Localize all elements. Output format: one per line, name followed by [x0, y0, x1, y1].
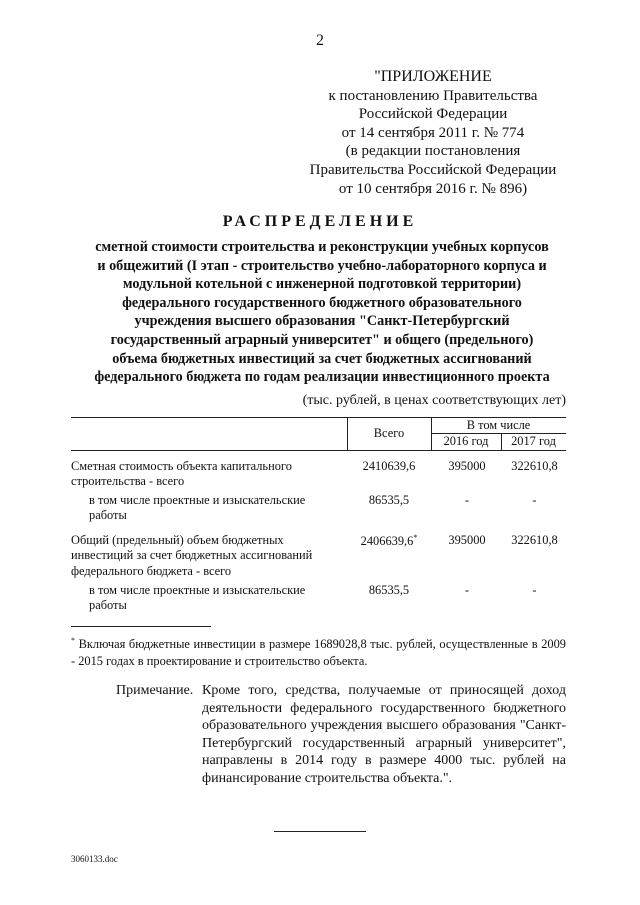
- row-label-line: Сметная стоимость объекта капитального: [71, 459, 292, 473]
- appendix-line: Правительства Российской Федерации: [309, 161, 557, 178]
- appendix-header: [300, 68, 566, 198]
- appendix-line: (в редакции постановления: [345, 143, 521, 160]
- footnote-text: Включая бюджетные инвестиции в размере 1689028,8 тыс. рублей, осуществленные в 2009 - 2015 годах в проектирование и строительство объекта.: [71, 637, 566, 669]
- appendix-line: Российской Федерации: [358, 106, 508, 123]
- appendix-line: к постановлению Правительства: [328, 87, 538, 104]
- appendix-line: "ПРИЛОЖЕНИЕ: [374, 68, 492, 85]
- budget-table: [71, 417, 566, 613]
- footnote: [71, 632, 566, 670]
- note-label: Примечание.: [116, 683, 194, 698]
- note-text: Кроме того, средства, получаемые от приносящей доход деятельности федерального государственного бюджетного образовательного учреждения высшего образования "Санкт-Петербургский государственный аграрный университет", направлены в 2014 году в размере 4000 тыс. рублей на финансирование строительства объекта.".: [202, 683, 566, 786]
- document-title: РАСПРЕДЕЛЕНИЕ: [222, 213, 418, 230]
- row-label-line: работы: [89, 508, 127, 523]
- row-label-line: строительства - всего: [71, 474, 185, 489]
- cell-total: 86535,5: [368, 493, 410, 507]
- row-label-line: федерального бюджета - всего: [71, 563, 232, 578]
- units-note: (тыс. рублей, в ценах соответствующих лет): [302, 393, 566, 408]
- row-label: [71, 533, 336, 579]
- document-subtitle: [72, 238, 572, 387]
- subtitle-line: федерального бюджета по годам реализации инвестиционного проекта: [94, 369, 550, 386]
- cell-2016: 395000: [448, 459, 486, 473]
- cell-total: 86535,5: [368, 583, 410, 597]
- cell-2017: -: [532, 493, 537, 507]
- row-label: [71, 459, 336, 490]
- header-year-2016: 2016 год: [443, 434, 489, 448]
- appendix-line: от 14 сентября 2011 г. № 774: [341, 124, 525, 141]
- subtitle-line: федерального государственного бюджетного образовательного: [122, 294, 522, 311]
- cell-2016: 395000: [448, 533, 486, 547]
- row-label-line: в том числе проектные и изыскательские: [89, 493, 306, 507]
- footnote-divider: [71, 626, 211, 627]
- file-code: 3060133.doc: [71, 854, 118, 864]
- subtitle-line: сметной стоимости строительства и реконструкции учебных корпусов: [95, 239, 549, 255]
- cell-2016: -: [464, 583, 470, 597]
- table-header: [71, 417, 566, 451]
- cell-total: [347, 533, 431, 549]
- subtitle-line: объема бюджетных инвестиций за счет бюджетных ассигнований: [112, 350, 532, 367]
- cell-2017: 322610,8: [511, 459, 558, 473]
- appendix-line: от 10 сентября 2016 г. № 896): [338, 180, 528, 197]
- footnote-mark: *: [413, 533, 418, 542]
- row-label: [89, 583, 329, 614]
- footnote-mark: *: [71, 636, 75, 645]
- row-label-line: инвестиций за счет бюджетных ассигнований: [71, 548, 313, 563]
- cell-2017: -: [532, 583, 537, 597]
- header-total: Всего: [373, 426, 405, 440]
- header-year-2017: 2017 год: [511, 434, 556, 448]
- subtitle-line: и общежитий (I этап - строительство учебно-лабораторного корпуса и: [97, 257, 547, 274]
- cell-total-value: 2406639,6: [360, 534, 414, 549]
- cell-2016: -: [464, 493, 470, 507]
- subtitle-line: модульной котельной с инженерной подготовкой территории): [122, 276, 522, 293]
- row-label: [89, 493, 329, 524]
- row-label-line: Общий (предельный) объем бюджетных: [71, 533, 284, 547]
- subtitle-line: государственный аграрный университет" и общего (предельного): [110, 331, 534, 348]
- row-label-line: в том числе проектные и изыскательские: [89, 583, 306, 597]
- row-label-line: работы: [89, 598, 127, 613]
- end-divider: [274, 831, 366, 832]
- cell-total: 2410639,6: [362, 459, 416, 473]
- subtitle-line: учреждения высшего образования "Санкт-Петербургский: [134, 313, 510, 330]
- page-number: 2: [316, 32, 324, 49]
- cell-2017: 322610,8: [511, 533, 558, 547]
- header-including: В том числе: [466, 418, 531, 432]
